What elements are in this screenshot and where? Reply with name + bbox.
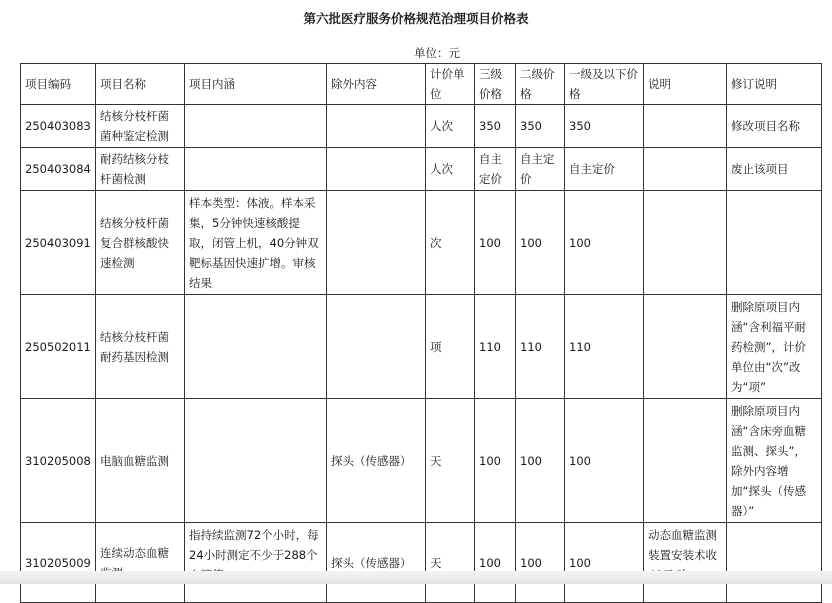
cell-code: 310205008 — [21, 399, 96, 523]
unit-label: 单位：元 — [414, 46, 460, 60]
cell-remark — [644, 105, 727, 148]
cell-level3-price: 100 — [475, 191, 516, 295]
cell-level2-price: 100 — [516, 523, 565, 603]
cell-excluded: 探头（传感器） — [327, 399, 426, 523]
cell-name: 耐药结核分枝杆菌检测 — [96, 148, 185, 191]
cell-name: 连续动态血糖 — [96, 523, 185, 603]
cell-level3-price: 自主定价 — [475, 148, 516, 191]
header-remark: 说明 — [644, 64, 727, 105]
cell-unit: 项 — [426, 295, 475, 399]
price-table — [20, 63, 822, 603]
cell-level2-price: 110 — [516, 295, 565, 399]
table-row — [21, 295, 822, 399]
cell-name: 结核分枝杆菌耐药基因检测 — [96, 295, 185, 399]
cell-name: 结核分枝杆菌菌种鉴定检测 — [96, 105, 185, 148]
cell-excluded: 探头（传感器） — [327, 523, 426, 603]
cell-level1-price: 110 — [565, 295, 644, 399]
table-row — [21, 523, 822, 603]
cell-level1-price: 100 — [565, 399, 644, 523]
table-header-row — [21, 64, 822, 105]
cell-level1-price: 自主定价 — [565, 148, 644, 191]
cell-name: 电脑血糖监测 — [96, 399, 185, 523]
header-name: 项目名称 — [96, 64, 185, 105]
table-row — [21, 191, 822, 295]
cell-name: 结核分枝杆菌复合群核酸快速检测 — [96, 191, 185, 295]
cell-content: 样本类型：体液。样本采集，5分钟快速核酸提取，闭管上机，40分钟双靶标基因快速扩增。审核结果 — [185, 191, 327, 295]
cell-revision: 删除原项目内涵“含床旁血糖监测、探头”，除外内容增加“探头（传感器）” — [727, 399, 822, 523]
header-level1-price: 一级及以下价格 — [565, 64, 644, 105]
cell-level3-price: 110 — [475, 295, 516, 399]
cell-excluded — [327, 191, 426, 295]
document-title: 第六批医疗服务价格规范治理项目价格表 — [303, 11, 529, 26]
cell-unit: 次 — [426, 191, 475, 295]
cell-code: 310205009 — [21, 523, 96, 603]
cell-code: 250403084 — [21, 148, 96, 191]
cell-level3-price: 350 — [475, 105, 516, 148]
cell-remark — [644, 295, 727, 399]
cell-revision: 删除原项目内涵“含利福平耐药检测”，计价单位由“次”改为“项” — [727, 295, 822, 399]
cell-content — [185, 295, 327, 399]
cell-level1-price: 350 — [565, 105, 644, 148]
cell-level1-price: 100 — [565, 191, 644, 295]
header-code: 项目编码 — [21, 64, 96, 105]
header-level2-price: 二级价格 — [516, 64, 565, 105]
table-row — [21, 105, 822, 148]
cell-revision: 废止该项目 — [727, 148, 822, 191]
table-row — [21, 148, 822, 191]
cell-excluded — [327, 295, 426, 399]
cell-level1-price: 100 — [565, 523, 644, 603]
header-level3-price: 三级价格 — [475, 64, 516, 105]
cell-level2-price: 350 — [516, 105, 565, 148]
header-unit: 计价单位 — [426, 64, 475, 105]
cell-remark — [644, 191, 727, 295]
cell-revision — [727, 191, 822, 295]
cell-excluded — [327, 148, 426, 191]
cell-level3-price: 100 — [475, 523, 516, 603]
table-row — [21, 399, 822, 523]
cell-remark: 动态血糖监测装置安装术收 — [644, 523, 727, 603]
cell-code: 250403083 — [21, 105, 96, 148]
cell-content: 指持续监测72个小时，每24小时测定不少于288个 — [185, 523, 327, 603]
header-revision: 修订说明 — [727, 64, 822, 105]
cell-content — [185, 399, 327, 523]
cell-unit: 人次 — [426, 148, 475, 191]
cell-level3-price: 100 — [475, 399, 516, 523]
cell-excluded — [327, 105, 426, 148]
cell-code: 250502011 — [21, 295, 96, 399]
cell-unit: 天 — [426, 523, 475, 603]
header-excluded: 除外内容 — [327, 64, 426, 105]
cell-unit: 天 — [426, 399, 475, 523]
cell-content — [185, 105, 327, 148]
cell-content — [185, 148, 327, 191]
cell-remark — [644, 148, 727, 191]
cell-unit: 人次 — [426, 105, 475, 148]
cell-revision: 修改项目名称 — [727, 105, 822, 148]
cell-revision — [727, 523, 822, 603]
cell-level2-price: 自主定价 — [516, 148, 565, 191]
cell-level2-price: 100 — [516, 399, 565, 523]
bottom-edge-shadow — [0, 571, 832, 584]
cell-level2-price: 100 — [516, 191, 565, 295]
cell-remark — [644, 399, 727, 523]
cell-code: 250403091 — [21, 191, 96, 295]
header-content: 项目内涵 — [185, 64, 327, 105]
